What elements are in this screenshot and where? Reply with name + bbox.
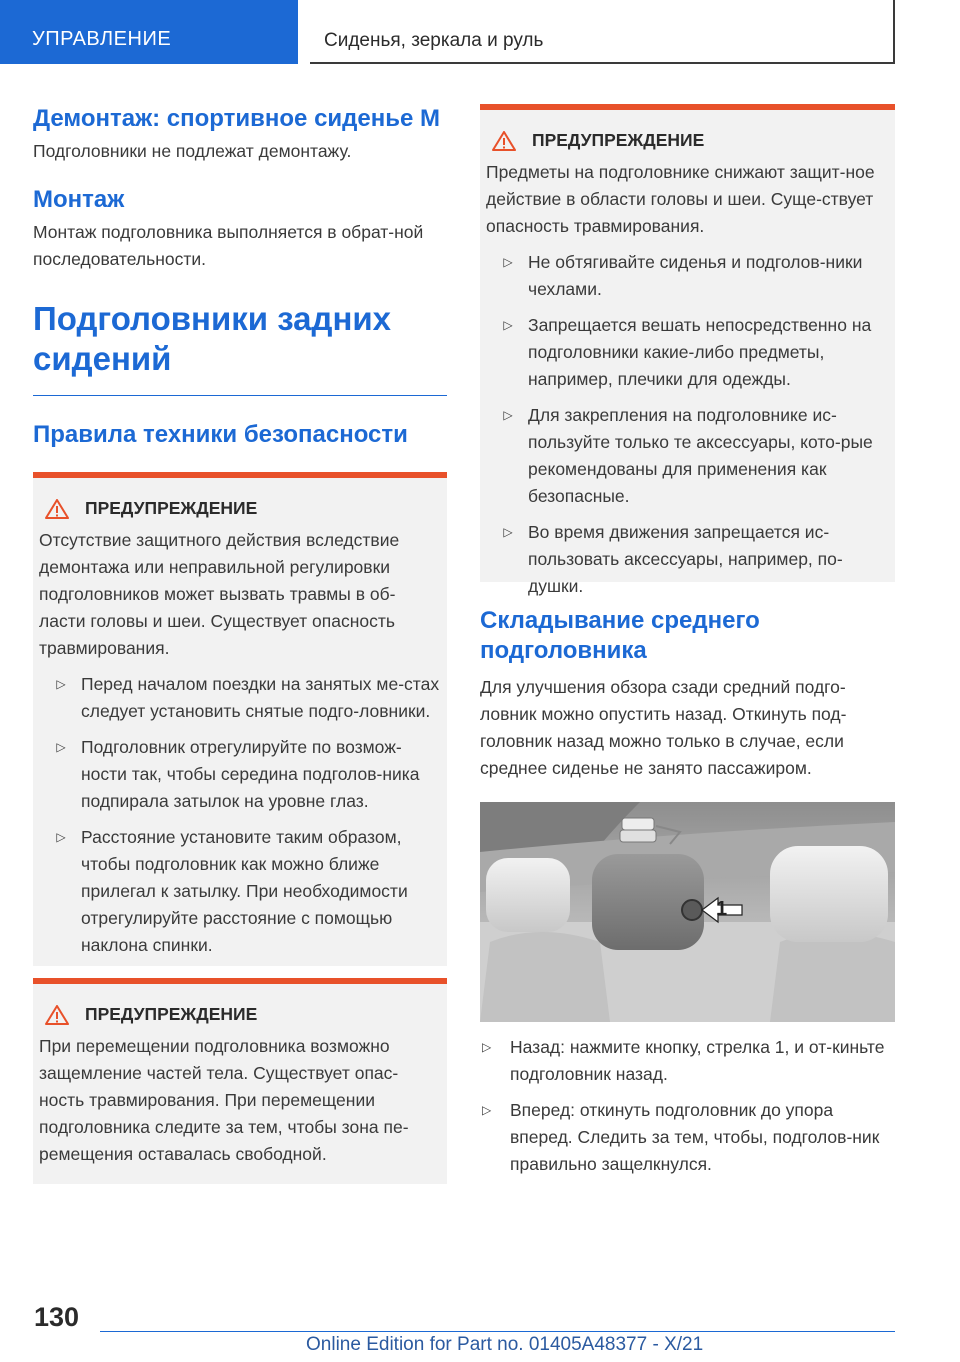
list-item: ▷ Во время движения запрещается ис-пользовать аксессуары, например, по-душки. [486, 519, 889, 600]
triangle-right-icon: ▷ [56, 677, 66, 691]
list-item: ▷ Перед началом поездки на занятых ме-стах следует установить снятые подго-ловники. [39, 671, 441, 725]
fold-text: Для улучшения обзора сзади средний подго-ловник можно опустить назад. Откинуть под-головник назад можно только в случае, если среднее сиденье не занято пассажиром. [480, 677, 847, 778]
triangle-right-icon: ▷ [503, 318, 513, 332]
footer-rule [100, 1331, 895, 1332]
list-item: ▷ Для закрепления на подголовнике ис-пользуйте только те аксессуары, кото-рые рекомендованы для применения как безопасные. [486, 402, 889, 510]
mount-text: Монтаж подголовника выполняется в обрат-ной последовательности. [33, 222, 424, 269]
list-item: ▷ Подголовник отрегулируйте по возмож-ности так, чтобы середина подголов-ника подпирала затылок на уровне глаз. [39, 734, 441, 815]
list-item: ▷ Запрещается вешать непосредственно на подголовники какие-либо предметы, например, плечики для одежды. [486, 312, 889, 393]
chapter-title: Сиденья, зеркала и руль [324, 30, 544, 51]
list-item: ▷ Расстояние установите таким образом, чтобы подголовник как можно ближе прилегал к затылку. При необходимости отрегулируйте расстояние с помощью наклона спинки. [39, 824, 441, 959]
section-tab [0, 0, 298, 64]
warning-text-3: Предметы на подголовнике снижают защит-ное действие в области головы и шеи. Суще-ствует опасность травмирования. [486, 162, 875, 236]
triangle-right-icon: ▷ [503, 525, 513, 539]
warning-title-2: ПРЕДУПРЕЖДЕНИЕ [45, 1004, 441, 1025]
mount-heading: Монтаж [33, 186, 125, 213]
section-rule [33, 395, 447, 396]
dismount-text: Подголовники не подлежат демонтажу. [33, 141, 352, 161]
page-number: 130 [34, 1302, 80, 1332]
right-column [480, 104, 895, 1178]
warning-triangle-icon [45, 499, 69, 519]
rear-headrests-heading: Подголовники задних сидений [33, 300, 392, 377]
triangle-right-icon: ▷ [503, 255, 513, 269]
list-item: ▷ Назад: нажмите кнопку, стрелка 1, и от-киньте подголовник назад. [480, 1034, 895, 1088]
warning-text-2: При перемещении подголовника возможно защемление частей тела. Существует опас-ность травмирования. При перемещении подголовника следите за тем, чтобы зона пе-ремещения оставалась свободной. [39, 1036, 409, 1164]
triangle-right-icon: ▷ [482, 1040, 492, 1054]
list-item: ▷ Не обтягивайте сиденья и подголов-ники чехлами. [486, 249, 889, 303]
safety-rules-heading: Правила техники безопасности [33, 421, 408, 448]
headrest-photo [480, 802, 895, 1022]
warning-box-3 [480, 104, 895, 596]
warning-title-3: ПРЕДУПРЕЖДЕНИЕ [492, 130, 889, 151]
warning-triangle-icon [45, 1005, 69, 1025]
triangle-right-icon: ▷ [56, 740, 66, 754]
figure-callout-label: 1 [716, 898, 728, 920]
warning-text-1: Отсутствие защитного действия вследствие демонтажа или неправильной регулировки подголовников может вызвать травмы в об-ласти головы и шеи. Существует опасность травмирования. [39, 530, 400, 658]
warning-title-1: ПРЕДУПРЕЖДЕНИЕ [45, 498, 441, 519]
warning-box-2 [33, 978, 447, 1184]
triangle-right-icon: ▷ [503, 408, 513, 422]
list-item: ▷ Вперед: откинуть подголовник до упора вперед. Следить за тем, чтобы, подголов-ник правильно защелкнулся. [480, 1097, 895, 1178]
triangle-right-icon: ▷ [56, 830, 66, 844]
section-title: УПРАВЛЕНИЕ [32, 28, 172, 50]
fold-heading: Складывание среднего подголовника [480, 607, 760, 664]
dismount-heading: Демонтаж: спортивное сиденье М [33, 105, 441, 132]
warning-triangle-icon [492, 131, 516, 151]
warning-box-1 [33, 472, 447, 966]
chapter-header [310, 0, 895, 64]
headrest-illustration [480, 802, 895, 1022]
left-column [33, 104, 447, 1184]
triangle-right-icon: ▷ [482, 1103, 492, 1117]
edition-label: Online Edition for Part no. 01405A48377 - X/21 [306, 1334, 704, 1355]
